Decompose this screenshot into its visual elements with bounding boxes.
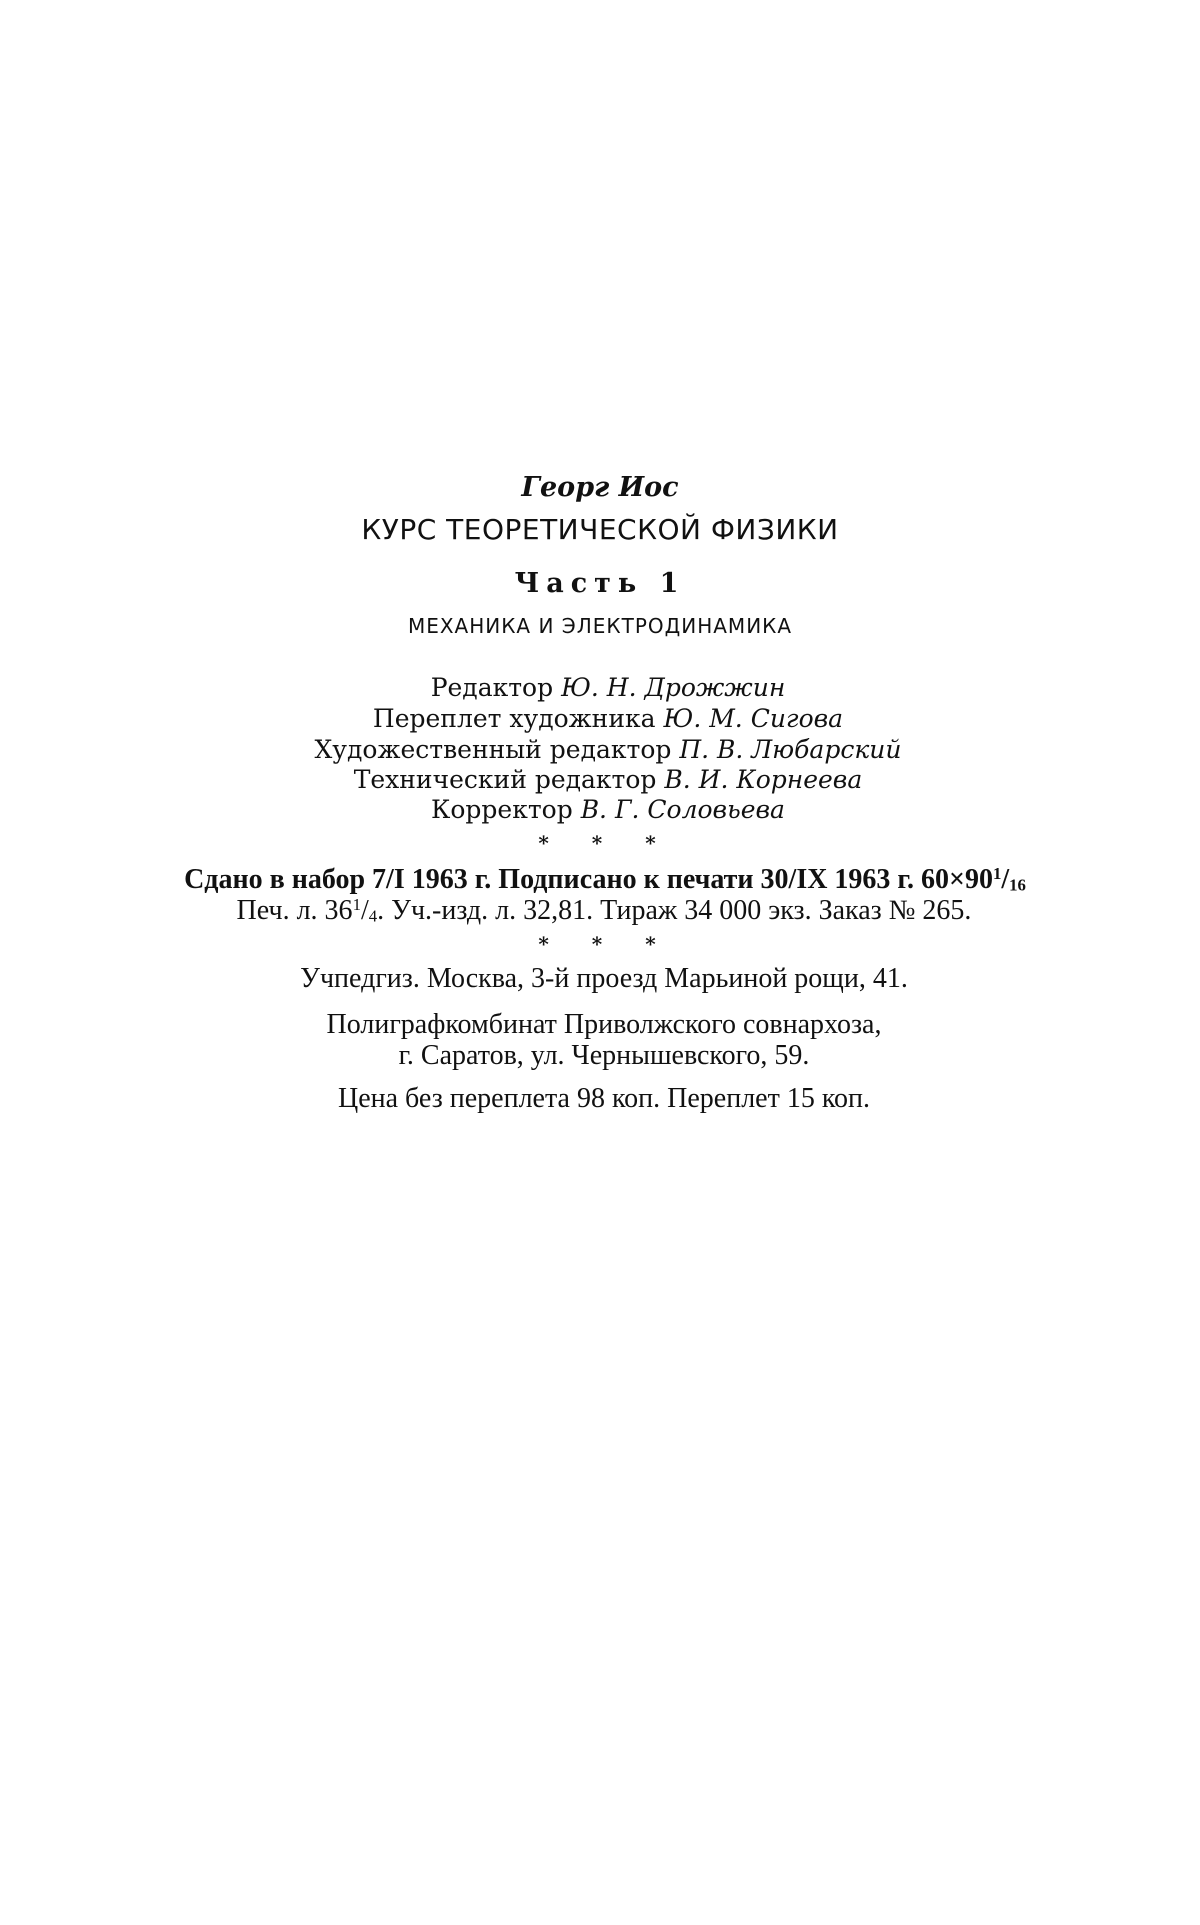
credit-role: Редактор (430, 673, 554, 702)
format-sup: 1 (992, 863, 1002, 883)
credit-role: Художественный редактор (314, 735, 672, 764)
credit-name: В. И. Корнеева (664, 765, 863, 794)
credit-role: Корректор (431, 795, 573, 824)
sheets-text-a: Печ. л. 36 (236, 895, 353, 926)
sheets-sub: 4 (368, 906, 378, 926)
credit-proofreader (8, 797, 1200, 822)
sheets-sup: 1 (352, 894, 361, 914)
printer-line-1: Полиграфкомбинат Приволжского совнархоза, (326, 1009, 882, 1040)
printer-line-2: г. Саратов, ул. Чернышевского, 59. (398, 1040, 810, 1071)
publisher-line: Учпедгиз. Москва, 3-й проезд Марьиной рощи, 41. (300, 963, 908, 994)
credit-technical-editor (8, 767, 1200, 792)
separator-stars: * * * (538, 932, 674, 956)
credit-name: В. Г. Соловьева (580, 795, 785, 824)
credit-editor (8, 675, 1200, 700)
imprint-typesetting-line (5, 863, 1200, 895)
sheets-text-c: . Уч.-изд. л. 32,81. Тираж 34 000 экз. Заказ № 265. (377, 895, 972, 926)
credit-art-editor (8, 737, 1200, 762)
credit-name: Ю. М. Сигова (663, 704, 844, 733)
separator-stars: * * * (538, 831, 674, 855)
author-name: Георг Иос (521, 472, 679, 503)
credit-role: Переплет художника (372, 704, 656, 733)
imprint-typesetting-text: Сдано в набор 7/I 1963 г. Подписано к печати 30/IX 1963 г. 60×90 (184, 864, 993, 895)
sheets-slash: / (360, 895, 369, 926)
credit-name: П. В. Любарский (679, 735, 902, 764)
book-subtitle: МЕХАНИКА И ЭЛЕКТРОДИНАМИКА (407, 614, 793, 638)
credit-cover-artist (8, 706, 1200, 731)
book-title: КУРС ТЕОРЕТИЧЕСКОЙ ФИЗИКИ (361, 513, 839, 546)
format-sub: 16 (1009, 875, 1026, 895)
imprint-sheets-line (4, 894, 1200, 926)
part-label: Часть 1 (514, 568, 686, 599)
credit-role: Технический редактор (353, 765, 657, 794)
price-line: Цена без переплета 98 коп. Переплет 15 коп. (337, 1083, 871, 1114)
credit-name: Ю. Н. Дрожжин (561, 673, 786, 702)
format-slash: / (1001, 864, 1010, 895)
